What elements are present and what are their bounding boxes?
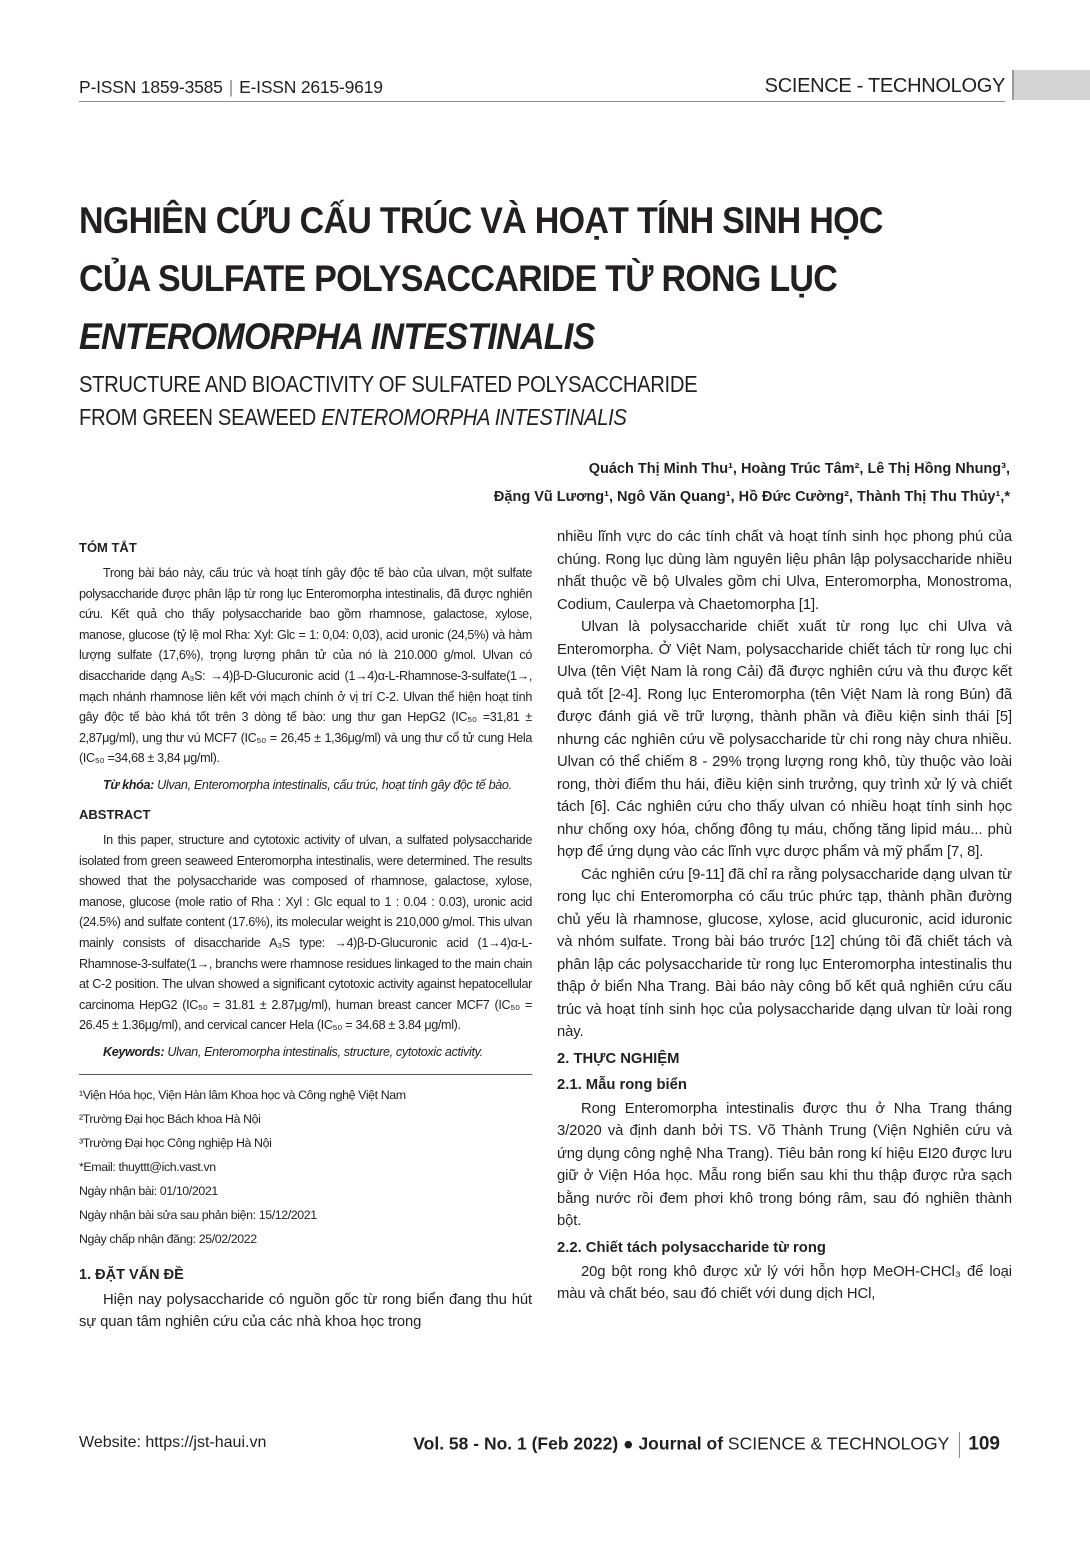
footnote-affiliation-3: ³Trường Đại học Công nghiệp Hà Nội <box>79 1135 272 1150</box>
keywords-en-label: Keywords: <box>103 1044 165 1059</box>
issn-separator: | <box>228 77 234 97</box>
footnote-divider <box>79 1074 532 1075</box>
footnote-email: *Email: thuyttt@ich.vast.vn <box>79 1159 216 1174</box>
footnote-affiliation-1: ¹Viện Hóa học, Viện Hàn lâm Khoa học và Công nghệ Việt Nam <box>79 1087 406 1102</box>
right-paragraph-2: Ulvan là polysaccharide chiết xuất từ rong lục chi Ulva và Enteromorpha. Ở Việt Nam, polysaccharide chiết tách từ rong lục chi Ulva (tên Việt Nam là rong Cải) đã được nghiên cứu và thu được kết quả tốt [2-4]. Rong lục Enteromorpha (tên Việt Nam là rong Bún) đã được đánh giá về trữ lượng, thành phần và điều kiện sinh thái [5] nhưng các nghiên cứu về polysaccharide từ chi rong này chưa nhiều. Ulvan có thể chiếm 8 - 29% trọng lượng rong khô, tùy thuộc vào loài rong, thời điểm thu hái, điều kiện sinh trưởng, quy trình xử lý và chiết tách [6]. Các nghiên cứu cho thấy ulvan có nhiều hoạt tính sinh học như chống oxy hóa, chống đông tụ máu, chống tăng lipid máu... phù hợp để ứng dụng vào các lĩnh vực dược phẩm và mỹ phẩm [7, 8]. <box>557 619 1012 860</box>
header-tab-decoration <box>1009 70 1090 100</box>
title-vi-line-2: CỦA SULFATE POLYSACCARIDE TỪ RONG LỤC <box>79 258 838 299</box>
footnote-revised-date: Ngày nhận bài sửa sau phản biện: 15/12/2021 <box>79 1207 317 1222</box>
electronic-issn: E-ISSN 2615-9619 <box>239 77 383 97</box>
title-vietnamese <box>79 192 907 366</box>
print-issn: P-ISSN 1859-3585 <box>79 77 223 97</box>
abstract-vi-text: Trong bài báo này, cấu trúc và hoạt tính gây độc tế bào của ulvan, một sulfate polysaccharide được phân lập từ rong lục Enteromorpha intestinalis, đã được nghiên cứu. Kết quả cho thấy polysaccharide bao gồm rhamnose, galactose, xylose, manose, glucose (tỷ lệ mol Rha: Xyl: Glc = 1: 0,04: 0,03), acid uronic (24,5%) và hàm lượng sulfate (17,6%), trọng lượng phân tử của nó là 210.000 g/mol. Ulvan có disaccharide dạng A₃S: →4)β-D-Glucuronic acid (1→4)α-L-Rhamnose-3-sulfate(1→, mạch nhánh rhamnose liên kết với mạch chính ở vị trí C-2. Ulvan thể hiện hoạt tính gây độc tế bào khá tốt trên 3 dòng tế bào: ung thư gan HepG2 (IC₅₀ =31,81 ± 2,87μg/ml), ung thư vú MCF7 (IC₅₀ = 26,45 ± 1,36μg/ml) và ung thư cổ tử cung Hela (IC₅₀ =34,68 ± 3,84 μg/ml). <box>79 566 532 766</box>
section-1-paragraph-1: Hiện nay polysaccharide có nguồn gốc từ rong biển đang thu hút sự quan tâm nghiên cứu của các nhà khoa học trong <box>79 1291 532 1331</box>
keywords-vi <box>103 775 532 795</box>
footnote-affiliation-2: ²Trường Đại học Bách khoa Hà Nội <box>79 1111 261 1126</box>
authors-line-1: Quách Thị Minh Thu¹, Hoàng Trúc Tâm², Lê Thị Hồng Nhung³, <box>588 461 1010 477</box>
section-2-heading: 2. THỰC NGHIỆM <box>557 1050 680 1067</box>
section-2-2-heading: 2.2. Chiết tách polysaccharide từ rong <box>557 1239 826 1256</box>
title-vi-line-3: ENTEROMORPHA INTESTINALIS <box>79 316 595 357</box>
keywords-vi-label: Từ khóa: <box>103 777 154 792</box>
footer-separator <box>959 1432 960 1458</box>
header-rule <box>79 101 1005 102</box>
right-paragraph-4: Rong Enteromorpha intestinalis được thu ở Nha Trang tháng 3/2020 và định danh bởi TS. Võ Thành Trung (Viện Nghiên cứu và ứng dụng công nghệ Nha Trang). Tiêu bản rong kí hiệu EI20 được lưu giữ ở Viện Hóa học. Mẫu rong biển sau khi thu thập được rửa sạch bằng nước rồi đem phơi khô trong bóng râm, sau đó nghiền thành bột. <box>557 1100 1012 1229</box>
right-paragraph-5: 20g bột rong khô được xử lý với hỗn hợp MeOH-CHCl₃ để loại màu và chất béo, sau đó chiết với dung dịch HCl, <box>557 1263 1012 1302</box>
keywords-en-text: Ulvan, Enteromorpha intestinalis, structure, cytotoxic activity. <box>164 1044 483 1059</box>
section-1-heading: 1. ĐẶT VẤN ĐỀ <box>79 1266 184 1283</box>
title-en-line-2-b: ENTEROMORPHA INTESTINALIS <box>321 404 627 430</box>
footnote-accepted-date: Ngày chấp nhận đăng: 25/02/2022 <box>79 1231 257 1246</box>
authors-line-2: Đặng Vũ Lương¹, Ngô Văn Quang¹, Hồ Đức Cường², Thành Thị Thu Thủy¹,* <box>493 489 1010 505</box>
section-2-1-heading: 2.1. Mẫu rong biển <box>557 1076 687 1093</box>
right-column <box>557 526 1012 1306</box>
left-column <box>79 540 532 1334</box>
journal-name-a: Journal of <box>638 1433 728 1454</box>
footnote-received-date: Ngày nhận bài: 01/10/2021 <box>79 1183 218 1198</box>
volume-info: Vol. 58 - No. 1 (Feb 2022) ● <box>413 1433 639 1454</box>
author-list <box>290 455 1010 511</box>
title-en-line-2 <box>79 401 871 434</box>
journal-footer <box>413 1432 1000 1458</box>
title-vi-line-1: NGHIÊN CỨU CẤU TRÚC VÀ HOẠT TÍNH SINH HỌC <box>79 200 883 241</box>
keywords-en <box>103 1042 532 1062</box>
title-english <box>79 368 871 434</box>
section-label: SCIENCE - TECHNOLOGY <box>764 75 1005 97</box>
abstract-en-heading: ABSTRACT <box>79 806 151 822</box>
title-en-line-1: STRUCTURE AND BIOACTIVITY OF SULFATED POLYSACCHARIDE <box>79 371 698 397</box>
abstract-vi-heading: TÓM TẮT <box>79 540 137 555</box>
page-number: 109 <box>968 1433 1000 1455</box>
journal-website: Website: https://jst-haui.vn <box>79 1434 267 1451</box>
title-en-line-2-a: FROM GREEN SEAWEED <box>79 404 322 430</box>
journal-issn <box>79 77 383 98</box>
abstract-en-text: In this paper, structure and cytotoxic activity of ulvan, a sulfated polysaccharide isolated from green seaweed Enteromorpha intestinalis, were determined. The results showed that the polysaccharide was composed of rhamnose, galactose, xylose, manose, glucose (mole ratio of Rha : Xyl : Glc equal to 1 : 0.04 : 0.03), uronic acid (24.5%) and sulfate content (17.6%), its molecular weight is 210,000 g/mol. This ulvan mainly consists of disaccharide A₃S type: →4)β-D-Glucuronic acid (1→4)α-L-Rhamnose-3-sulfate(1→, branchs were rhamnose residues linkaged to the main chain at C-2 position. The ulvan showed a significant cytotoxic activity against hepatocellular carcinoma HepG2 (IC₅₀ = 31.81 ± 2.87μg/ml), human breast cancer MCF7 (IC₅₀ = 26.45 ± 1.36μg/ml), and cervical cancer Hela (IC₅₀ = 34.68 ± 3.84 μg/ml). <box>79 832 532 1033</box>
right-paragraph-3: Các nghiên cứu [9-11] đã chỉ ra rằng polysaccharide dạng ulvan từ rong lục chi Enteromorpha có cấu trúc phức tạp, thành phần đường chủ yếu là rhamnose, glucose, xylose, acid glucuronic, acid iduronic và nhóm sulfate. Trong bài báo trước [12] chúng tôi đã chiết tách và phân lập các polysaccharide từ rong lục Enteromorpha intestinalis thu thập ở biển Nha Trang. Bài báo này công bố kết quả nghiên cứu cấu trúc và hoạt tính sinh học của polysaccharide dạng ulvan từ loài rong này. <box>557 866 1012 1040</box>
keywords-vi-text: Ulvan, Enteromorpha intestinalis, cấu trúc, hoạt tính gây độc tế bào. <box>153 777 512 792</box>
right-paragraph-1: nhiều lĩnh vực do các tính chất và hoạt tính sinh học phong phú của chúng. Rong lục dùng làm nguyên liệu phân lập polysaccharide nhiều nhất thuộc về bộ Ulvales gồm chi Ulva, Enteromorpha, Monostroma, Codium, Caulerpa và Chaetomorpha [1]. <box>557 529 1012 613</box>
journal-name-b: SCIENCE & TECHNOLOGY <box>727 1433 950 1454</box>
